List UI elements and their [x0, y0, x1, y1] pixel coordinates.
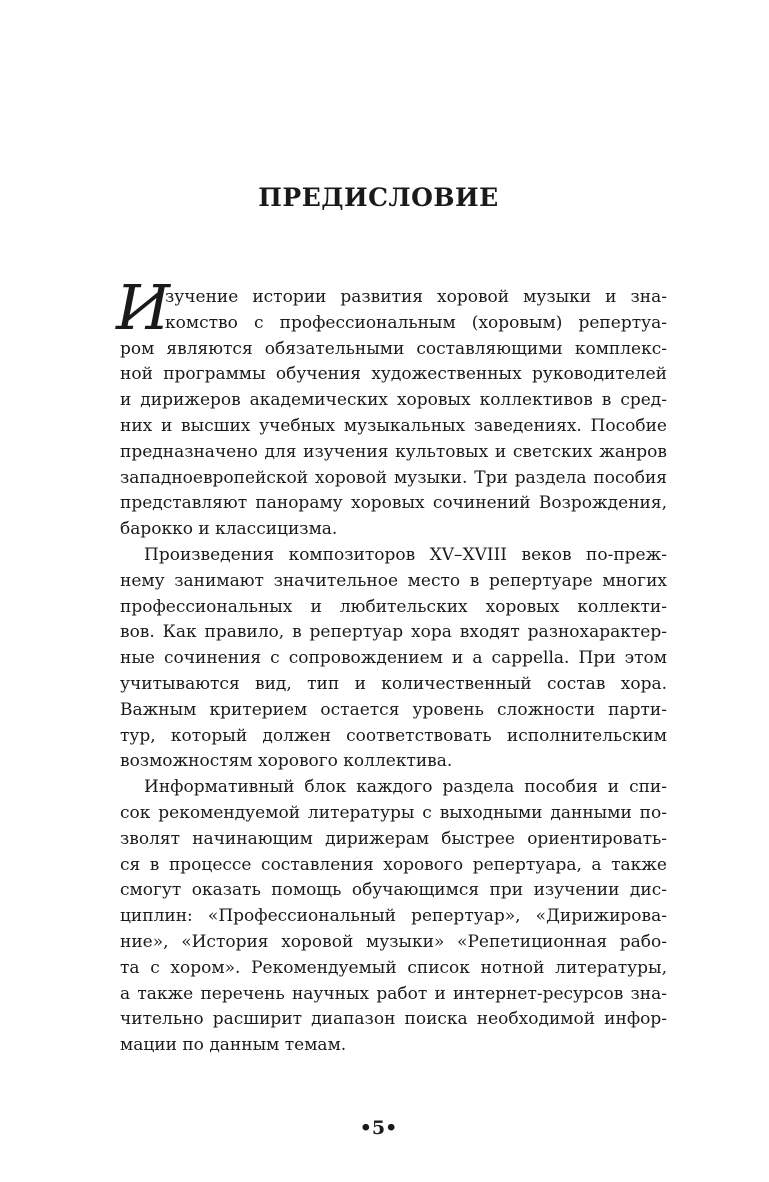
text-line: Информативный блок каждого раздела пособия и спи- [144, 777, 667, 798]
paragraph-3 [120, 775, 667, 1059]
paragraph-2 [120, 543, 667, 775]
text-line: профессиональных и любительских хоровых коллекти- [120, 596, 667, 617]
text-line: та с хором». Рекомендуемый список нотной литературы, [120, 957, 667, 978]
text-line: зучение истории развития хоровой музыки и зна- [165, 287, 667, 307]
text-line: ние», «История хоровой музыки» «Репетиционная рабо- [120, 931, 667, 952]
text-line: смогут оказать помощь обучающимся при изучении дис- [120, 880, 667, 901]
text-line: мации по данным темам. [120, 1035, 347, 1056]
text-line: них и высших учебных музыкальных заведениях. Пособие [120, 415, 667, 436]
text-line: предназначено для изучения культовых и светских жанров [120, 441, 667, 462]
text-line: и дирижеров академических хоровых коллективов в сред- [120, 390, 667, 411]
text-line: представляют панораму хоровых сочинений Возрождения, [120, 493, 667, 514]
text-line: чительно расширит диапазон поиска необходимой инфор- [120, 1009, 667, 1030]
text-line: Важным критерием остается уровень сложности парти- [120, 699, 667, 720]
text-line: нему занимают значительное место в репертуаре многих [120, 570, 667, 591]
text-line: барокко и классицизма. [120, 519, 338, 540]
text-line: сок рекомендуемой литературы с выходными данными по- [120, 802, 667, 823]
page-title: ПРЕДИСЛОВИЕ [258, 183, 499, 212]
text-line: вов. Как правило, в репертуар хора входят разнохарактер- [120, 622, 667, 643]
preface-text [116, 271, 667, 1059]
text-line: ром являются обязательными составляющими комплекс- [120, 338, 667, 359]
drop-cap-letter: И [116, 271, 171, 344]
text-line: а также перечень научных работ и интернет-ресурсов зна- [120, 983, 667, 1004]
text-line: западноевропейской хоровой музыки. Три раздела пособия [120, 467, 667, 488]
text-line: тур, который должен соответствовать исполнительским [120, 725, 667, 746]
text-line: ной программы обучения художественных руководителей [120, 364, 667, 385]
text-line: циплин: «Профессиональный репертуар», «Дирижирова- [120, 906, 667, 927]
text-line: Произведения композиторов XV–XVIII веков по-преж- [144, 544, 667, 565]
text-line: зволят начинающим дирижерам быстрее ориентировать- [120, 828, 667, 849]
text-line: ные сочинения с сопровождением и а cappella. При этом [120, 648, 667, 669]
text-line: возможностям хорового коллектива. [120, 751, 453, 772]
text-line: комство с профессиональным (хоровым) репертуа- [165, 312, 667, 333]
text-line: ся в процессе составления хорового репертуара, а также [120, 854, 667, 875]
paragraph-1 [116, 271, 667, 543]
text-line: учитываются вид, тип и количественный состав хора. [120, 673, 667, 694]
page-number: •5• [359, 1117, 398, 1139]
